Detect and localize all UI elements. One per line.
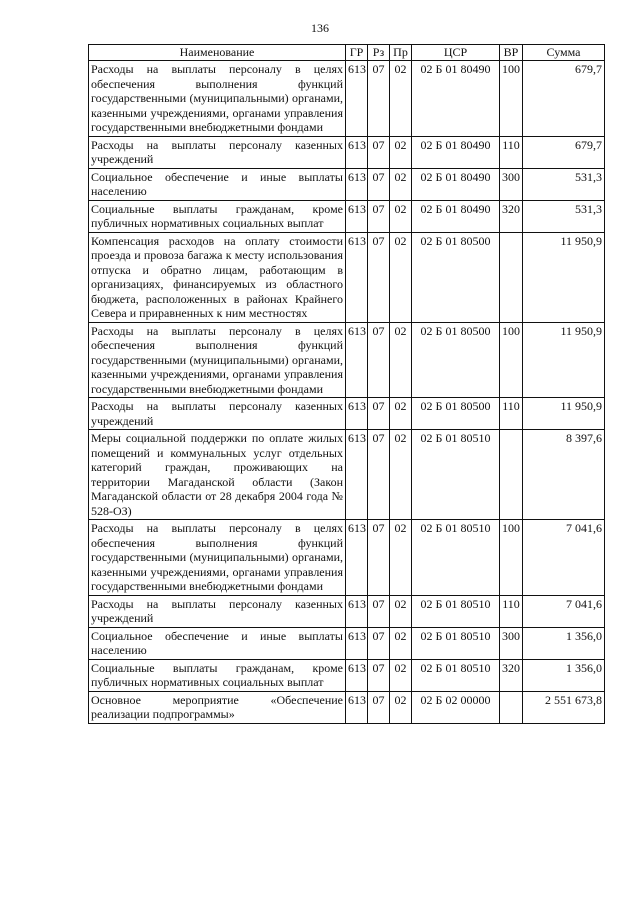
table-row	[89, 691, 605, 723]
cell-sum: 2 551 673,8	[523, 691, 605, 723]
cell-name: Расходы на выплаты персоналу в целях обеспечения выполнения функций государственными (муниципальными) органами, казенными учреждениями, органами управления государственными внебюджетными фондами	[89, 520, 346, 596]
cell-rz: 07	[368, 691, 390, 723]
table-row	[89, 200, 605, 232]
cell-csr: 02 Б 01 80510	[412, 659, 500, 691]
cell-vr	[500, 232, 523, 322]
cell-csr: 02 Б 01 80490	[412, 200, 500, 232]
page-number: 136	[311, 21, 329, 35]
header-vr: ВР	[500, 45, 523, 61]
cell-rz: 07	[368, 61, 390, 137]
cell-name: Расходы на выплаты персоналу в целях обеспечения выполнения функций государственными (муниципальными) органами, казенными учреждениями, органами управления государственными внебюджетными фондами	[89, 322, 346, 398]
cell-name: Меры социальной поддержки по оплате жилых помещений и коммунальных услуг отдельных категорий граждан, проживающих на территории Магаданской области (Закон Магаданской области от 28 декабря 2004 года № 528-ОЗ)	[89, 430, 346, 520]
cell-vr: 300	[500, 168, 523, 200]
table-row	[89, 61, 605, 137]
cell-name: Расходы на выплаты персоналу казенных учреждений	[89, 398, 346, 430]
table-row	[89, 168, 605, 200]
cell-pr: 02	[390, 168, 412, 200]
header-sum: Сумма	[523, 45, 605, 61]
cell-pr: 02	[390, 691, 412, 723]
cell-gr: 613	[346, 136, 368, 168]
cell-vr: 100	[500, 520, 523, 596]
cell-vr: 110	[500, 136, 523, 168]
header-csr: ЦСР	[412, 45, 500, 61]
budget-table	[88, 44, 605, 724]
cell-gr: 613	[346, 520, 368, 596]
cell-name: Основное мероприятие «Обеспечение реализации подпрограммы»	[89, 691, 346, 723]
cell-pr: 02	[390, 322, 412, 398]
cell-sum: 8 397,6	[523, 430, 605, 520]
cell-rz: 07	[368, 168, 390, 200]
cell-name: Расходы на выплаты персоналу в целях обеспечения выполнения функций государственными (муниципальными) органами, казенными учреждениями, органами управления государственными внебюджетными фондами	[89, 61, 346, 137]
cell-sum: 531,3	[523, 168, 605, 200]
table-row	[89, 232, 605, 322]
cell-sum: 7 041,6	[523, 595, 605, 627]
cell-vr: 300	[500, 627, 523, 659]
cell-csr: 02 Б 02 00000	[412, 691, 500, 723]
cell-gr: 613	[346, 430, 368, 520]
cell-csr: 02 Б 01 80510	[412, 520, 500, 596]
cell-sum: 7 041,6	[523, 520, 605, 596]
cell-pr: 02	[390, 659, 412, 691]
cell-vr: 100	[500, 61, 523, 137]
cell-csr: 02 Б 01 80510	[412, 627, 500, 659]
table-row	[89, 430, 605, 520]
cell-rz: 07	[368, 430, 390, 520]
cell-vr: 110	[500, 595, 523, 627]
table-row	[89, 627, 605, 659]
table-row	[89, 595, 605, 627]
cell-pr: 02	[390, 232, 412, 322]
cell-sum: 1 356,0	[523, 627, 605, 659]
table-row	[89, 322, 605, 398]
table-row	[89, 398, 605, 430]
cell-pr: 02	[390, 136, 412, 168]
cell-sum: 531,3	[523, 200, 605, 232]
cell-vr: 100	[500, 322, 523, 398]
cell-vr	[500, 430, 523, 520]
cell-pr: 02	[390, 627, 412, 659]
cell-gr: 613	[346, 168, 368, 200]
cell-rz: 07	[368, 232, 390, 322]
cell-gr: 613	[346, 659, 368, 691]
cell-rz: 07	[368, 136, 390, 168]
cell-rz: 07	[368, 322, 390, 398]
cell-csr: 02 Б 01 80490	[412, 168, 500, 200]
cell-rz: 07	[368, 200, 390, 232]
cell-csr: 02 Б 01 80500	[412, 232, 500, 322]
cell-gr: 613	[346, 61, 368, 137]
cell-pr: 02	[390, 430, 412, 520]
cell-name: Компенсация расходов на оплату стоимости проезда и провоза багажа к месту использования отпуска и обратно лицам, работающим в организациях, финансируемых из областного бюджета, расположенных в районах Крайнего Севера и приравненных к ним местностях	[89, 232, 346, 322]
cell-csr: 02 Б 01 80500	[412, 398, 500, 430]
cell-rz: 07	[368, 595, 390, 627]
cell-vr: 110	[500, 398, 523, 430]
header-rz: Рз	[368, 45, 390, 61]
cell-sum: 1 356,0	[523, 659, 605, 691]
table-row	[89, 520, 605, 596]
cell-csr: 02 Б 01 80500	[412, 322, 500, 398]
cell-csr: 02 Б 01 80490	[412, 136, 500, 168]
header-name: Наименование	[89, 45, 346, 61]
cell-gr: 613	[346, 322, 368, 398]
cell-rz: 07	[368, 627, 390, 659]
cell-vr	[500, 691, 523, 723]
cell-csr: 02 Б 01 80490	[412, 61, 500, 137]
cell-name: Расходы на выплаты персоналу казенных учреждений	[89, 595, 346, 627]
cell-pr: 02	[390, 200, 412, 232]
cell-sum: 11 950,9	[523, 398, 605, 430]
cell-gr: 613	[346, 398, 368, 430]
cell-rz: 07	[368, 659, 390, 691]
header-gr: ГР	[346, 45, 368, 61]
cell-rz: 07	[368, 398, 390, 430]
cell-gr: 613	[346, 232, 368, 322]
cell-pr: 02	[390, 398, 412, 430]
cell-pr: 02	[390, 520, 412, 596]
header-pr: Пр	[390, 45, 412, 61]
cell-sum: 11 950,9	[523, 322, 605, 398]
table-row	[89, 136, 605, 168]
cell-csr: 02 Б 01 80510	[412, 595, 500, 627]
table-header-row	[89, 45, 605, 61]
cell-pr: 02	[390, 61, 412, 137]
cell-sum: 11 950,9	[523, 232, 605, 322]
cell-gr: 613	[346, 627, 368, 659]
cell-name: Расходы на выплаты персоналу казенных учреждений	[89, 136, 346, 168]
cell-name: Социальное обеспечение и иные выплаты населению	[89, 627, 346, 659]
cell-name: Социальные выплаты гражданам, кроме публичных нормативных социальных выплат	[89, 200, 346, 232]
cell-vr: 320	[500, 200, 523, 232]
cell-gr: 613	[346, 200, 368, 232]
table-row	[89, 659, 605, 691]
cell-name: Социальные выплаты гражданам, кроме публичных нормативных социальных выплат	[89, 659, 346, 691]
cell-pr: 02	[390, 595, 412, 627]
cell-rz: 07	[368, 520, 390, 596]
cell-sum: 679,7	[523, 136, 605, 168]
cell-gr: 613	[346, 595, 368, 627]
cell-name: Социальное обеспечение и иные выплаты населению	[89, 168, 346, 200]
cell-csr: 02 Б 01 80510	[412, 430, 500, 520]
cell-sum: 679,7	[523, 61, 605, 137]
cell-gr: 613	[346, 691, 368, 723]
cell-vr: 320	[500, 659, 523, 691]
